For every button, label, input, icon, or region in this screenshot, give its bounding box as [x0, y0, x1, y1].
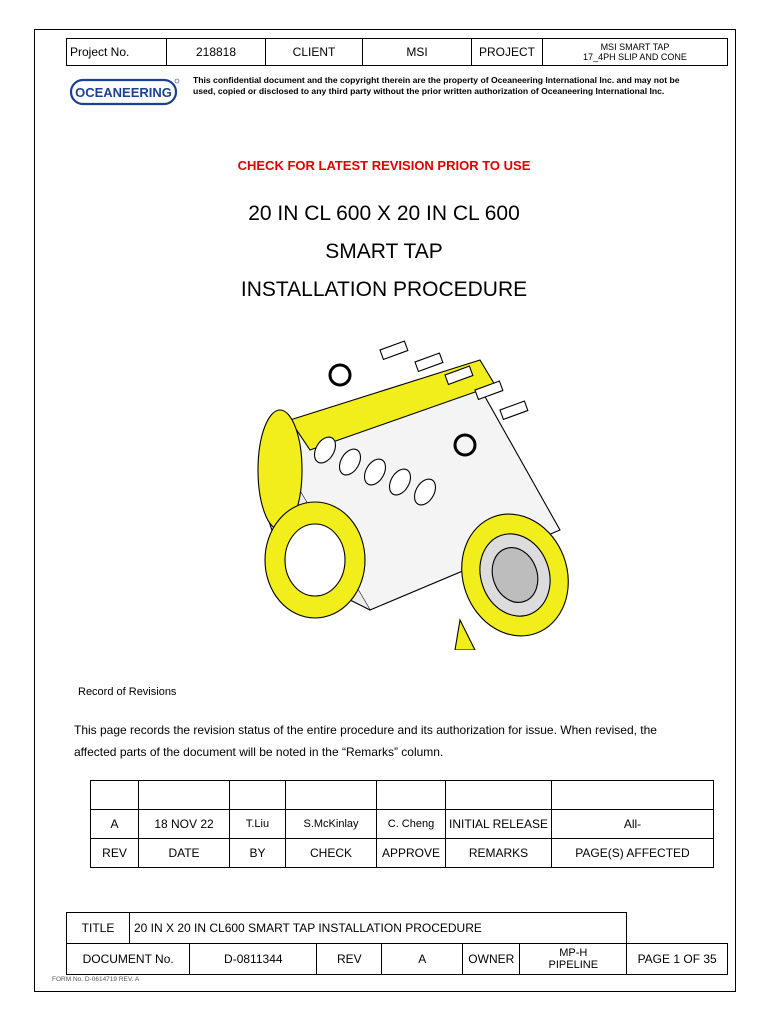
- project-value: [543, 39, 728, 66]
- rev-value: A: [382, 944, 463, 975]
- smart-tap-illustration: [230, 330, 590, 650]
- description-line-1: This page records the revision status of the entire procedure and its authorization for issue. When revised, the: [74, 723, 657, 737]
- header-table: [66, 38, 728, 66]
- description-line-2: affected parts of the document will be noted in the “Remarks” column.: [74, 745, 444, 759]
- date-header: DATE: [139, 839, 230, 868]
- title-line-1: 20 IN CL 600 X 20 IN CL 600: [248, 202, 520, 225]
- pages-cell: All-: [552, 810, 714, 839]
- revision-blank-row: [91, 781, 714, 810]
- project-line-2: 17_4PH SLIP AND CONE: [583, 52, 687, 62]
- rev-cell: A: [91, 810, 139, 839]
- title-label: TITLE: [67, 913, 130, 944]
- owner-line-1: MP-H: [559, 947, 588, 959]
- project-no-label: Project No.: [67, 39, 167, 66]
- project-label: PROJECT: [472, 39, 543, 66]
- approve-header: APPROVE: [377, 839, 446, 868]
- logo-text: OCEANEERING: [75, 85, 172, 100]
- document-no-value: D-0811344: [190, 944, 317, 975]
- date-cell: 18 NOV 22: [139, 810, 230, 839]
- owner-value: [520, 944, 627, 975]
- remarks-cell: INITIAL RELEASE: [446, 810, 552, 839]
- approve-cell: C. Cheng: [377, 810, 446, 839]
- revision-header-row: [91, 839, 714, 868]
- form-number: FORM No. D-0614719 REV. A: [52, 976, 140, 983]
- project-line-1: MSI SMART TAP: [600, 42, 670, 52]
- revision-check-notice: CHECK FOR LATEST REVISION PRIOR TO USE: [237, 158, 531, 173]
- by-header: BY: [230, 839, 286, 868]
- pages-header: PAGE(S) AFFECTED: [552, 839, 714, 868]
- footer-table: [66, 912, 728, 975]
- document-title: 20 IN X 20 IN CL600 SMART TAP INSTALLATION PROCEDURE: [130, 913, 627, 944]
- owner-line-2: PIPELINE: [548, 959, 599, 971]
- revision-description: [74, 719, 708, 763]
- by-cell: T.Liu: [230, 810, 286, 839]
- check-header: CHECK: [286, 839, 377, 868]
- notice-line-2: used, copied or disclosed to any third party without the prior written authorization of Oceaneering International Inc.: [193, 86, 665, 96]
- title-line-2: SMART TAP: [325, 240, 443, 263]
- page-number: PAGE 1 OF 35: [627, 944, 728, 975]
- oceaneering-logo: [70, 78, 180, 106]
- document-no-label: DOCUMENT No.: [67, 944, 190, 975]
- revision-table: [90, 780, 714, 868]
- remarks-header: REMARKS: [446, 839, 552, 868]
- revision-row: [91, 810, 714, 839]
- client-value: MSI: [363, 39, 472, 66]
- project-no-value: 218818: [167, 39, 266, 66]
- owner-label: OWNER: [463, 944, 520, 975]
- check-cell: S.McKinlay: [286, 810, 377, 839]
- notice-line-1: This confidential document and the copyright therein are the property of Oceaneering International Inc. and may not be: [193, 75, 680, 85]
- record-of-revisions-heading: Record of Revisions: [78, 686, 177, 698]
- title-line-3: INSTALLATION PROCEDURE: [240, 278, 528, 301]
- rev-label: REV: [317, 944, 382, 975]
- confidentiality-notice: [193, 75, 733, 97]
- client-label: CLIENT: [266, 39, 363, 66]
- rev-header: REV: [91, 839, 139, 868]
